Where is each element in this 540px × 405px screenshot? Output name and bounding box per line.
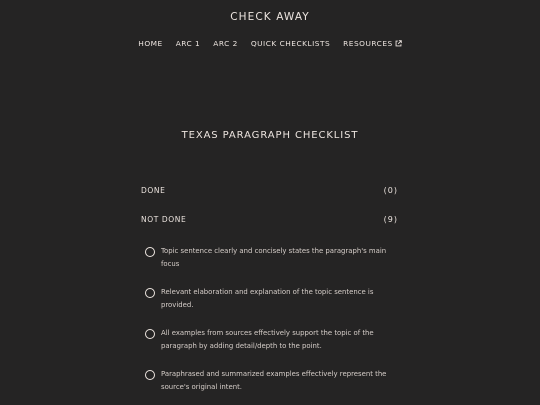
done-section-toggle[interactable]: [141, 186, 398, 195]
checklist-item-radio[interactable]: [145, 288, 155, 298]
nav-quick-checklists[interactable]: QUICK CHECKLISTS: [250, 39, 331, 48]
checklist-item-radio[interactable]: [145, 329, 155, 339]
site-title[interactable]: CHECK AWAY: [230, 11, 310, 23]
checklist-item: [145, 245, 400, 270]
nav-arc-1[interactable]: ARC 1: [175, 39, 201, 48]
done-label: DONE: [141, 186, 166, 195]
checklist-item-radio[interactable]: [145, 370, 155, 380]
nav-resources[interactable]: [343, 39, 402, 48]
checklist-item-text: All examples from sources effectively support the topic of the paragraph by adding detail/depth to the point.: [161, 329, 374, 350]
not-done-count: (9): [383, 215, 398, 224]
nav-resources-label: RESOURCES: [343, 39, 393, 48]
page-title: TEXAS PARAGRAPH CHECKLIST: [181, 130, 359, 141]
checklist-item: [145, 286, 400, 311]
not-done-section-toggle[interactable]: [141, 215, 398, 224]
checklist-item-text: Relevant elaboration and explanation of the topic sentence is provided.: [161, 288, 374, 309]
not-done-label: NOT DONE: [141, 215, 187, 224]
main-nav: [0, 39, 540, 48]
checklist-item-text: Paraphrased and summarized examples effectively represent the source's original intent.: [161, 370, 387, 391]
external-link-icon: [395, 40, 402, 47]
checklist-item-text: Topic sentence clearly and concisely states the paragraph's main focus: [161, 247, 387, 268]
nav-arc-2[interactable]: ARC 2: [213, 39, 238, 48]
checklist-item: [145, 368, 400, 393]
checklist-item-radio[interactable]: [145, 247, 155, 257]
done-count: (0): [383, 186, 398, 195]
checklist-item: [145, 327, 400, 352]
nav-home[interactable]: HOME: [138, 39, 163, 48]
